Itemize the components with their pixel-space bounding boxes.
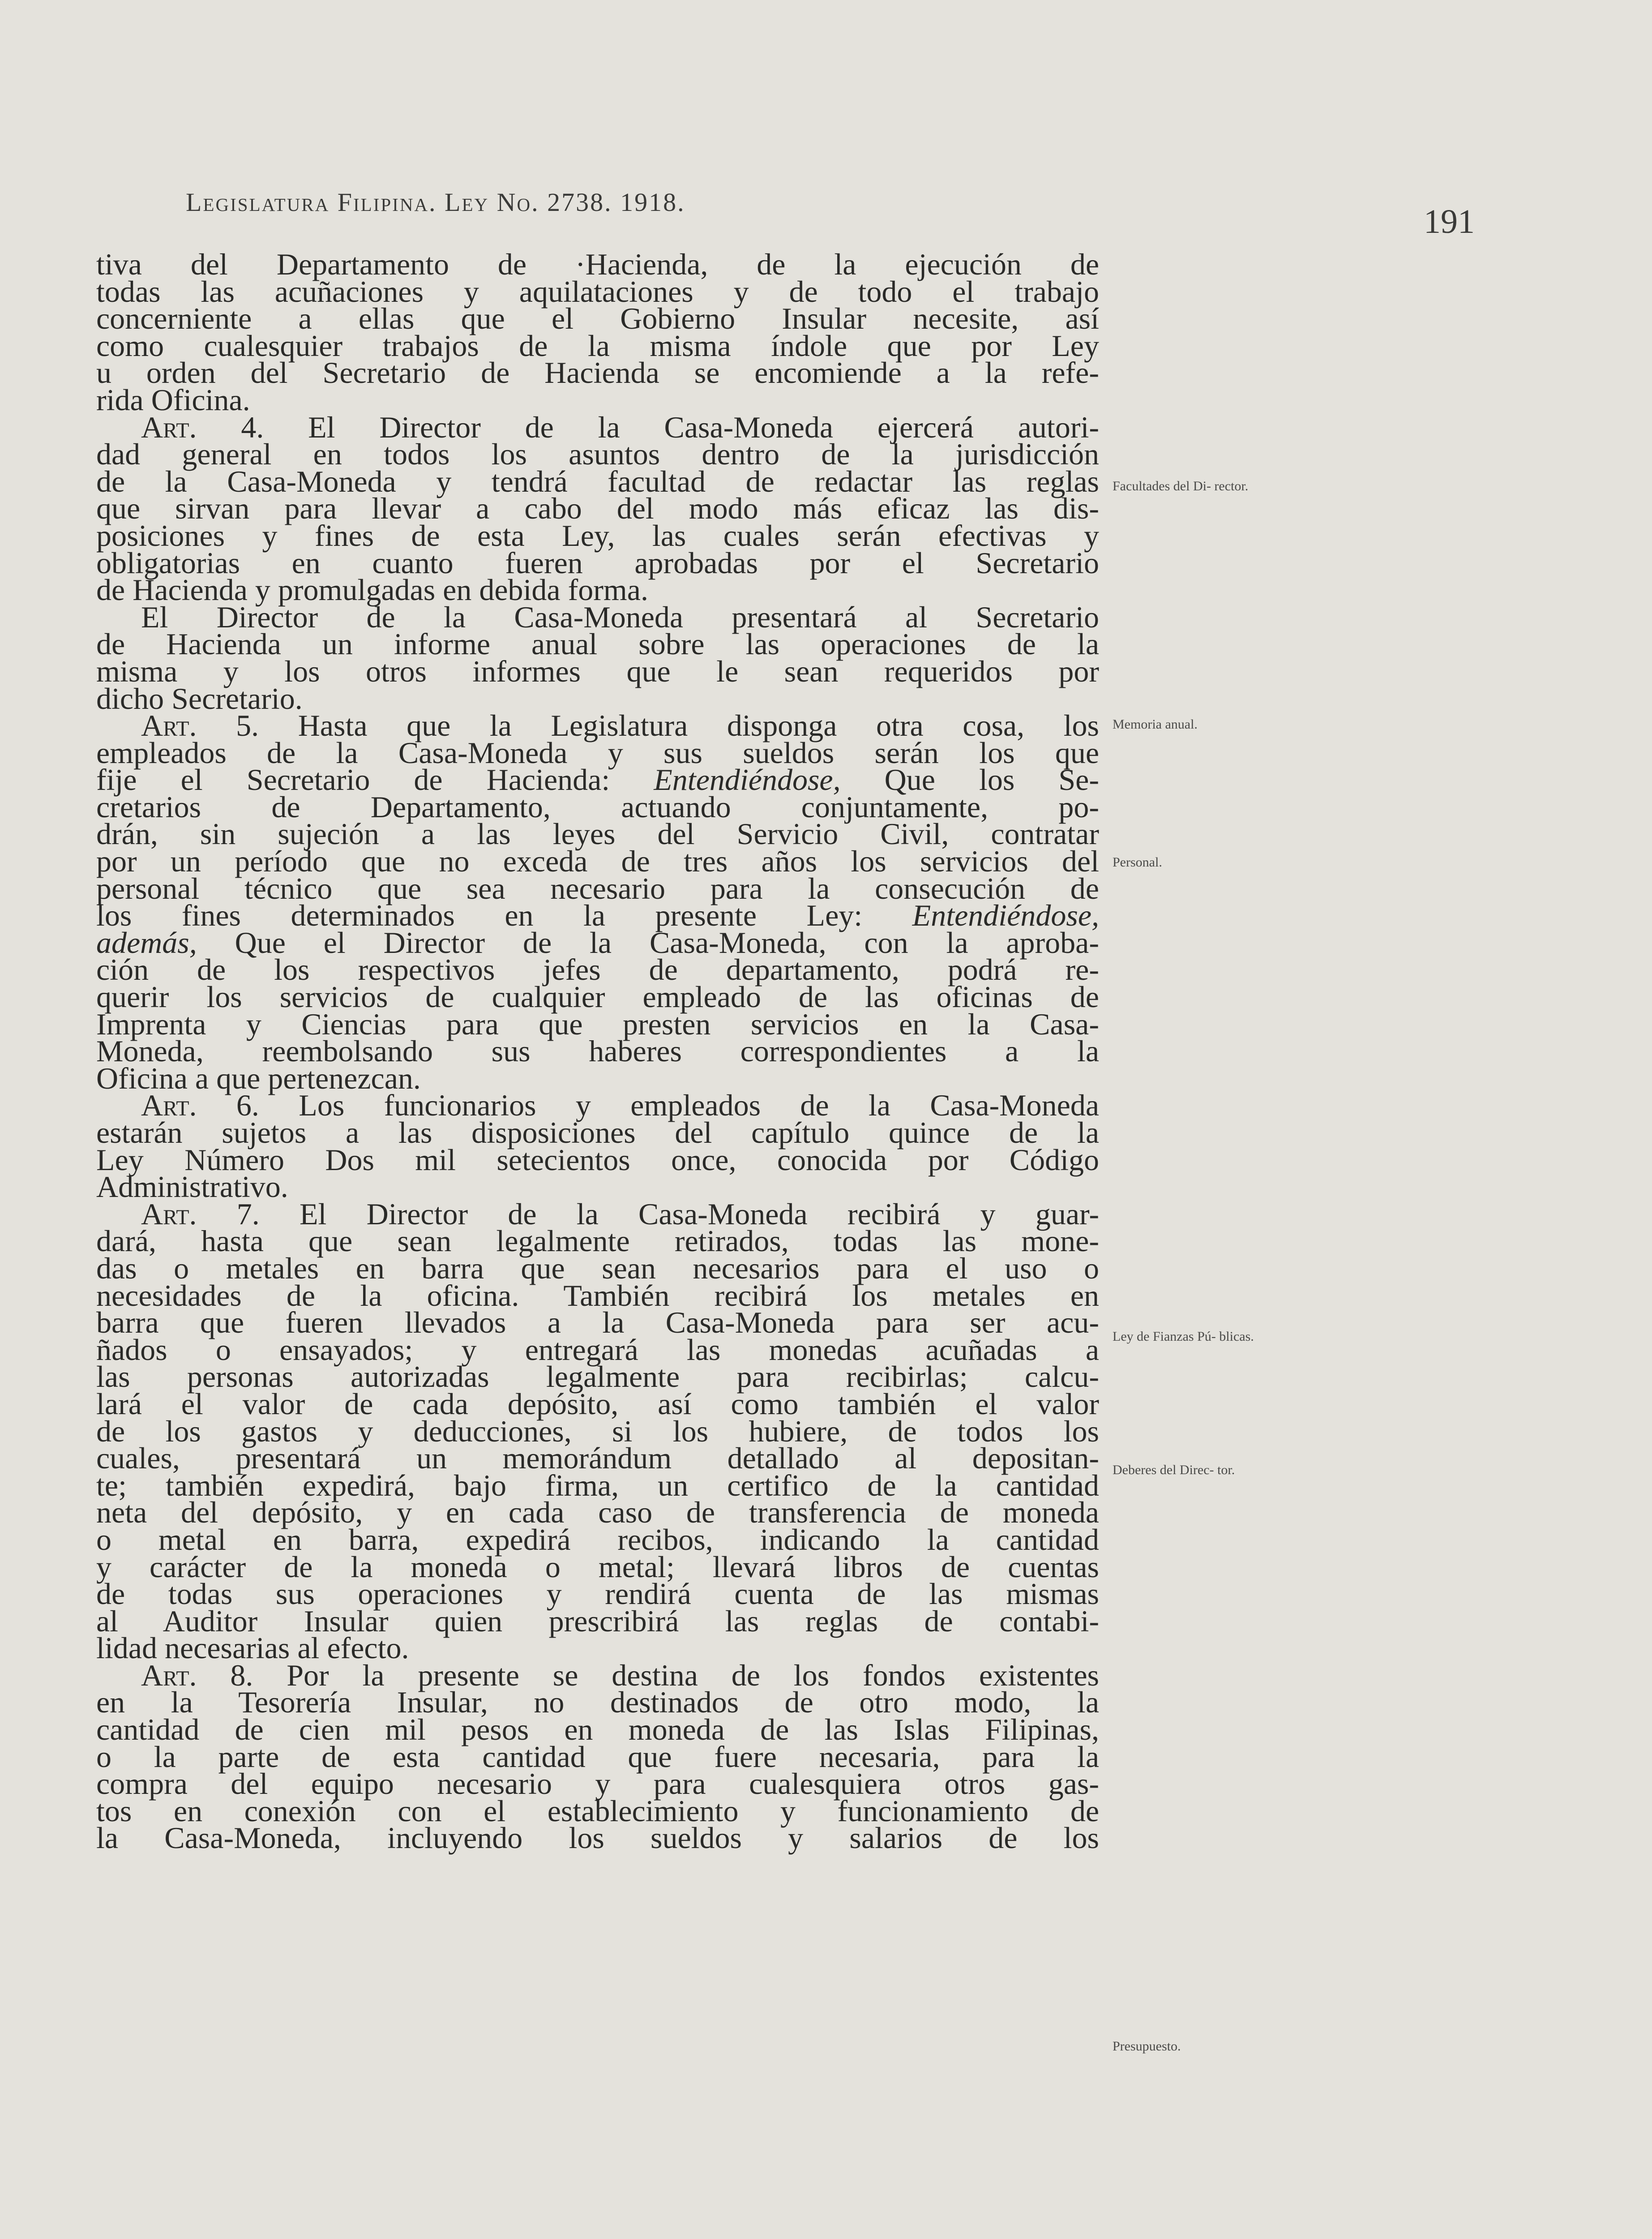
text-line: cuales, presentará un memorándum detallado al depositan- — [96, 1441, 1099, 1476]
article-label: Art. 7. — [141, 1197, 260, 1231]
text-line: rida Oficina. — [96, 382, 250, 417]
text-line: compra del equipo necesario y para cualesquiera otros gas- — [96, 1767, 1099, 1801]
text-line-mixed — [96, 763, 1099, 797]
page-number: 191 — [1424, 203, 1475, 240]
text-line: al Auditor Insular quien prescribirá las reglas de contabi- — [96, 1604, 1099, 1638]
text-line: Los funcionarios y empleados de la Casa-Moneda — [299, 1088, 1100, 1123]
article-5-start — [96, 708, 1099, 743]
marginal-note: Personal. — [1113, 855, 1162, 870]
text-line: u orden del Secretario de Hacienda se encomiende a la refe- — [96, 356, 1099, 390]
text-line: de los gastos y deducciones, si los hubiere, de todos los — [96, 1414, 1099, 1448]
text-line: lidad necesarias al efecto. — [96, 1631, 409, 1665]
text-line: estarán sujetos a las disposiciones del capítulo quince de la — [96, 1115, 1099, 1150]
article-label: Art. 5. — [141, 708, 259, 743]
text-line-mixed — [96, 925, 1100, 960]
italic-text: Entendiéndose, — [912, 898, 1100, 933]
text-line: de Hacienda un informe anual sobre las operaciones de la — [96, 627, 1099, 661]
text-line: tiva del Departamento de ·Hacienda, de la ejecución de — [96, 247, 1099, 281]
article-label: Art. 8. — [141, 1658, 253, 1692]
text-line: das o metales en barra que sean necesarios para el uso o — [96, 1251, 1099, 1285]
article-label: Art. 4. — [141, 410, 264, 444]
body-text — [96, 247, 1100, 1855]
text-line: la Casa-Moneda, incluyendo los sueldos y salarios de los — [96, 1821, 1099, 1855]
text-line: necesidades de la oficina. También recibirá los metales en — [96, 1278, 1099, 1313]
text-segment: los fines determinados en la presente Ley: — [96, 898, 863, 933]
marginal-note: Memoria anual. — [1113, 717, 1198, 732]
text-line: de Hacienda y promulgadas en debida forma. — [96, 573, 648, 607]
text-line: en la Tesorería Insular, no destinados de otro modo, la — [96, 1685, 1099, 1720]
text-line: o la parte de esta cantidad que fuere necesaria, para la — [96, 1739, 1099, 1774]
running-head: Legislatura Filipina. Ley No. 2738. 1918. — [186, 188, 685, 217]
text-line-mixed — [96, 898, 1100, 933]
text-line: Hasta que la Legislatura disponga otra cosa, los — [298, 708, 1099, 743]
text-line: El Director de la Casa-Moneda recibirá y guar- — [299, 1197, 1099, 1231]
text-line: y carácter de la moneda o metal; llevará libros de cuentas — [96, 1549, 1099, 1584]
text-line: te; también expedirá, bajo firma, un certifico de la cantidad — [96, 1468, 1099, 1502]
text-line: todas las acuñaciones y aquilataciones y de todo el trabajo — [96, 274, 1099, 309]
text-line: obligatorias en cuanto fueren aprobadas por el Secretario — [96, 545, 1099, 580]
text-line: ción de los respectivos jefes de departamento, podrá re- — [96, 952, 1099, 987]
text-line: El Director de la Casa-Moneda presentará al Secretario — [141, 600, 1099, 634]
italic-text: Entendiéndose, — [654, 763, 841, 797]
text-line: drán, sin sujeción a las leyes del Servicio Civil, contratar — [96, 817, 1099, 851]
italic-text: además, — [96, 925, 197, 960]
marginal-note: Deberes del Direc- tor. — [1113, 1463, 1235, 1477]
text-line: personal técnico que sea necesario para la consecución de — [96, 871, 1099, 905]
text-line: Moneda, reembolsando sus haberes correspondientes a la — [96, 1034, 1099, 1068]
article-6-start — [96, 1088, 1100, 1123]
marginal-note: Facultades del Di- rector. — [1113, 479, 1249, 493]
article-8-start — [96, 1658, 1100, 1692]
text-line: o metal en barra, expedirá recibos, indicando la cantidad — [96, 1522, 1099, 1557]
text-line: Por la presente se destina de los fondos existentes — [287, 1658, 1100, 1692]
text-line: cantidad de cien mil pesos en moneda de las Islas Filipinas, — [96, 1712, 1099, 1747]
text-line: empleados de la Casa-Moneda y sus sueldos serán los que — [96, 735, 1099, 770]
text-line: lará el valor de cada depósito, así como también el valor — [96, 1386, 1099, 1421]
article-label: Art. 6. — [141, 1088, 259, 1123]
text-line: querir los servicios de cualquier empleado de las oficinas de — [96, 980, 1099, 1014]
marginal-note: Ley de Fianzas Pú- blicas. — [1113, 1329, 1254, 1344]
text-line: cretarios de Departamento, actuando conjuntamente, po- — [96, 789, 1099, 824]
marginal-note: Presupuesto. — [1113, 2039, 1181, 2054]
text-line: de todas sus operaciones y rendirá cuenta de las mismas — [96, 1577, 1099, 1611]
text-line: Imprenta y Ciencias para que presten servicios en la Casa- — [96, 1007, 1099, 1041]
text-line: dad general en todos los asuntos dentro de la jurisdicción — [96, 437, 1099, 472]
text-line: que sirvan para llevar a cabo del modo más eficaz las dis- — [96, 491, 1099, 526]
text-line: El Director de la Casa-Moneda ejercerá autori- — [308, 410, 1100, 444]
text-line: de la Casa-Moneda y tendrá facultad de redactar las reglas — [96, 464, 1099, 498]
text-line: por un período que no exceda de tres años los servicios del — [96, 844, 1099, 879]
text-line: ñados o ensayados; y entregará las monedas acuñadas a — [96, 1332, 1099, 1367]
text-line: barra que fueren llevados a la Casa-Moneda para ser acu- — [96, 1305, 1099, 1340]
text-line: dará, hasta que sean legalmente retirados, todas las mone- — [96, 1224, 1099, 1258]
text-line: misma y los otros informes que le sean requeridos por — [96, 654, 1099, 688]
text-segment: fije el Secretario de Hacienda: — [96, 763, 610, 797]
text-line: dicho Secretario. — [96, 681, 303, 716]
text-line: las personas autorizadas legalmente para recibirlas; calcu- — [96, 1360, 1099, 1394]
text-segment: Que los Se- — [884, 763, 1099, 797]
text-line: tos en conexión con el establecimiento y funcionamiento de — [96, 1793, 1099, 1828]
text-line: Administrativo. — [96, 1170, 288, 1204]
text-line: Ley Número Dos mil setecientos once, conocida por Código — [96, 1142, 1099, 1177]
text-line: posiciones y fines de esta Ley, las cuales serán efectivas y — [96, 518, 1099, 553]
text-line: Oficina a que pertenezcan. — [96, 1061, 421, 1095]
article-4-start — [96, 410, 1100, 444]
text-segment: Que el Director de la Casa-Moneda, con la aproba- — [235, 925, 1100, 960]
text-line: neta del depósito, y en cada caso de transferencia de moneda — [96, 1495, 1099, 1530]
article-7-start — [96, 1197, 1099, 1231]
text-line: concerniente a ellas que el Gobierno Insular necesite, así — [96, 301, 1099, 336]
text-line: como cualesquier trabajos de la misma índole que por Ley — [96, 328, 1099, 363]
